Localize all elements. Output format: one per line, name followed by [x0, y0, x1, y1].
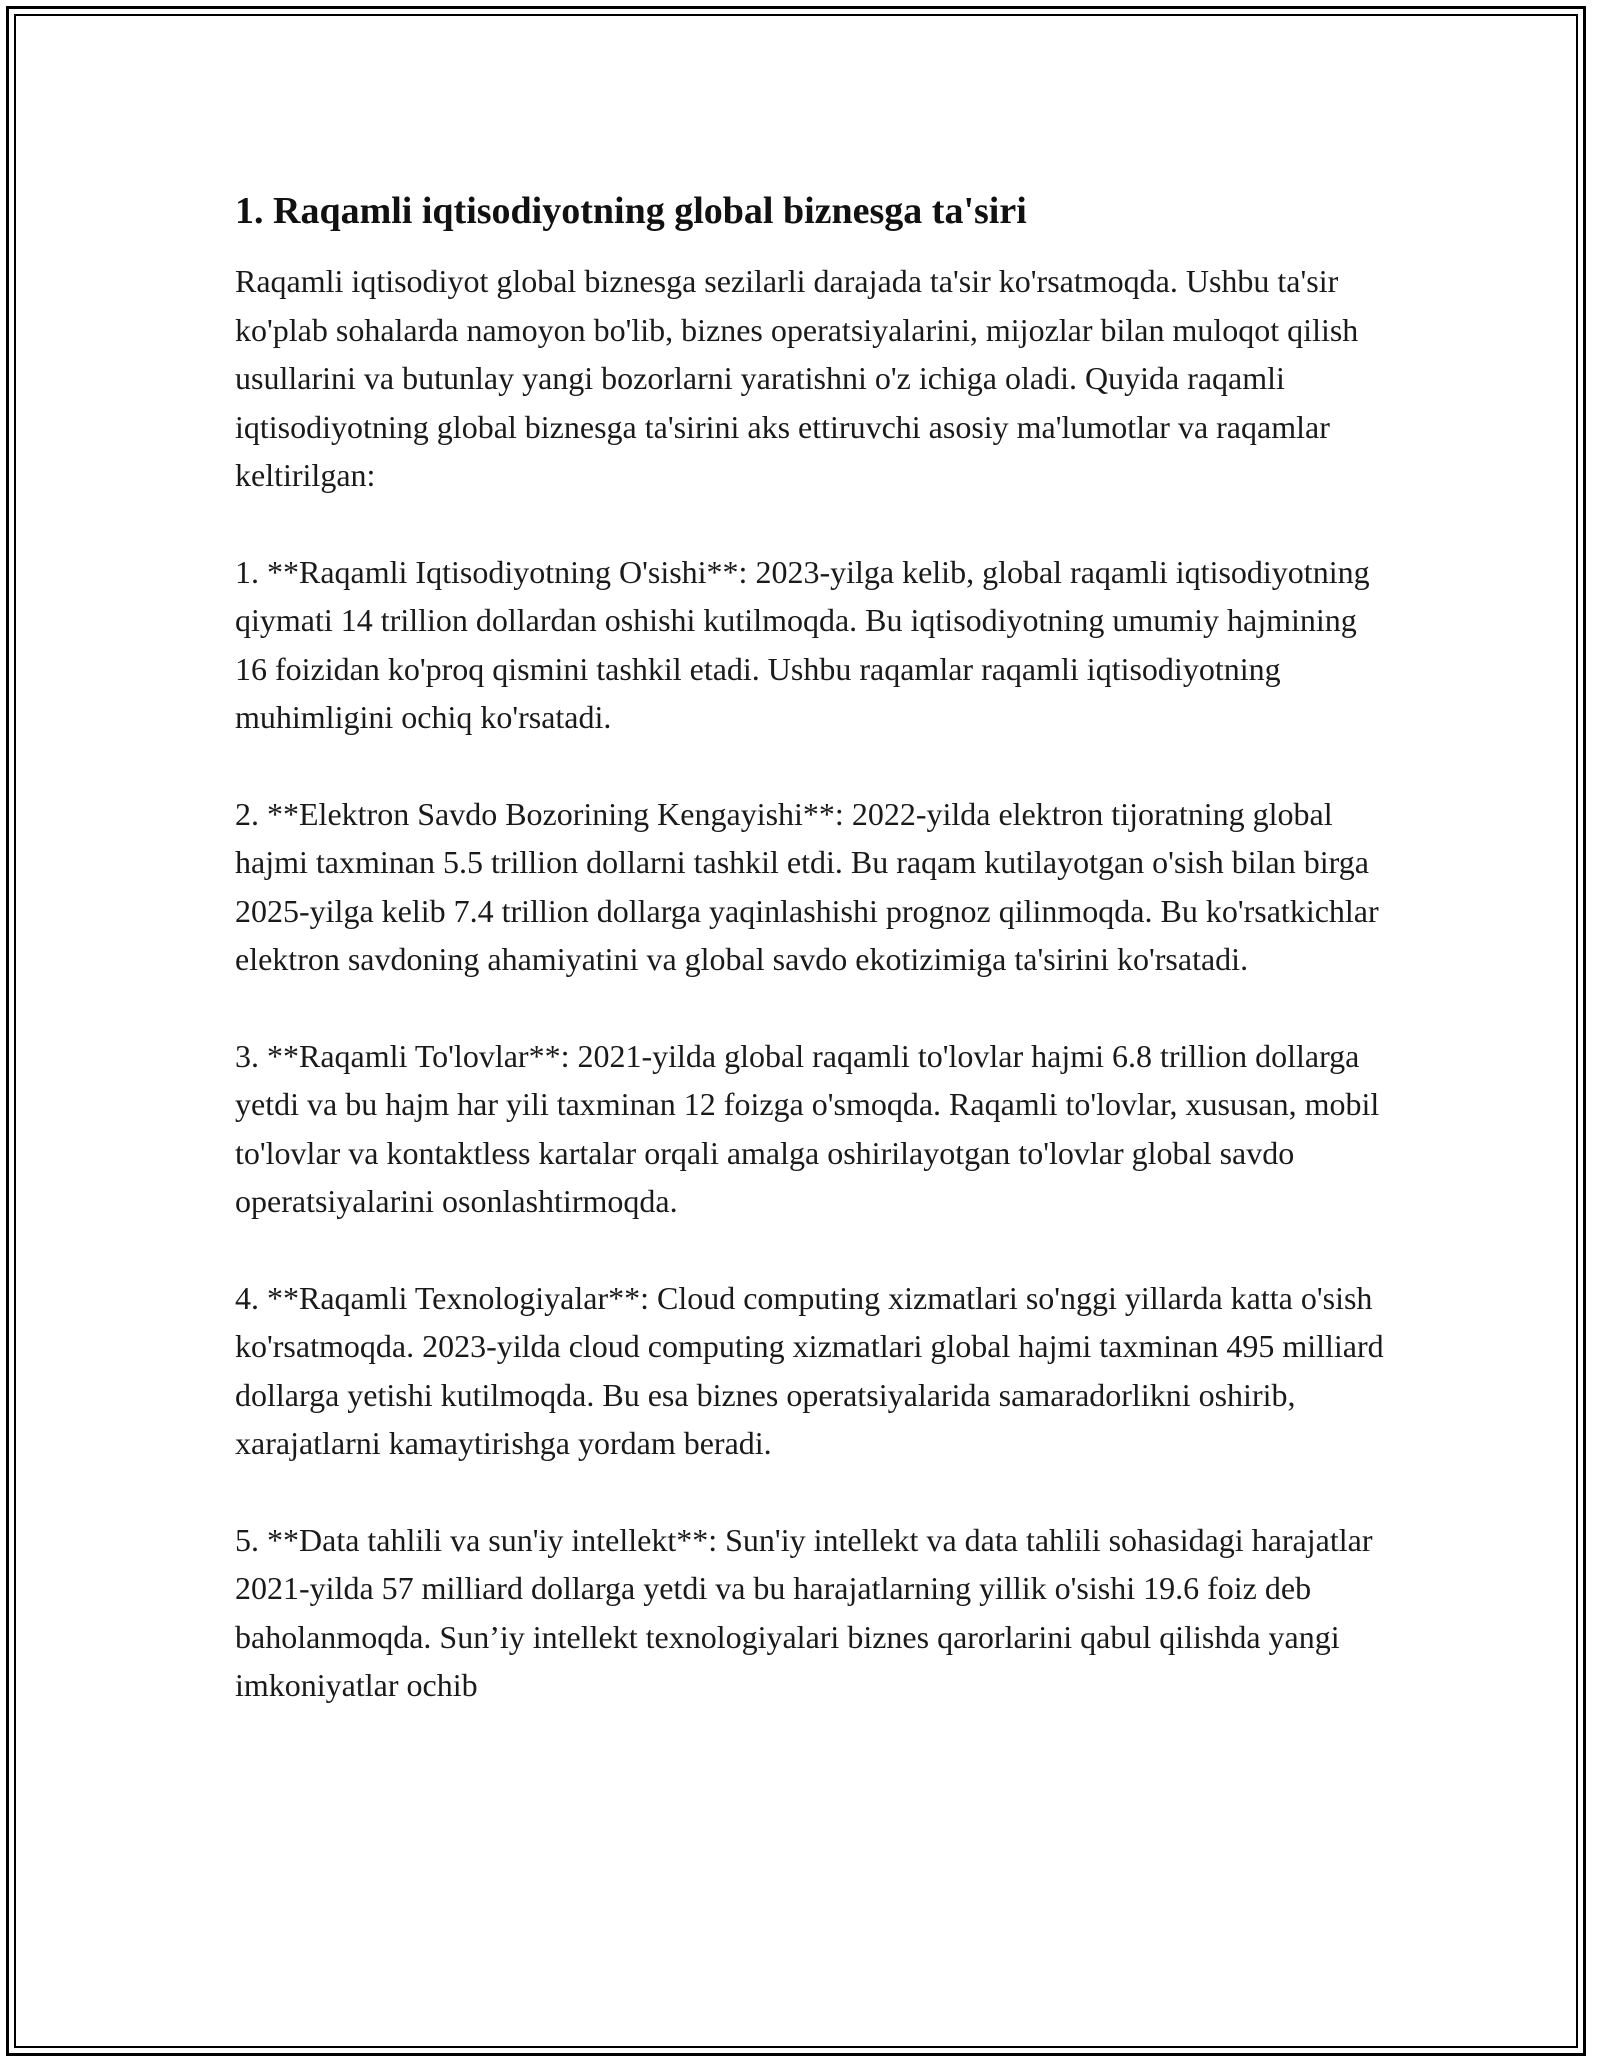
- list-item-digital-payments: 3. **Raqamli To'lovlar**: 2021-yilda global raqamli to'lovlar hajmi 6.8 trillion dollarga yetdi va bu hajm har yili taxminan 12 foizga o'smoqda. Raqamli to'lovlar, xususan, mobil to'lovlar va kontaktless kartalar orqali amalga oshirilayotgan to'lovlar global savdo operatsiyalarini osonlashtirmoqda.: [235, 1037, 1380, 1219]
- section-heading: 1. Raqamli iqtisodiyotning global biznesga ta'siri: [235, 190, 1027, 232]
- list-item-data-analytics-ai: 5. **Data tahlili va sun'iy intellekt**: Sun'iy intellekt va data tahlili sohasidagi harajatlar 2021-yilda 57 milliard dollarga yetdi va bu harajatlarning yillik o'sishi 19.6 foiz deb baholanmoqda. Sun’iy intellekt texnologiyalari biznes qarorlarini qabul qilishda yangi imkoniyatlar ochib: [235, 1521, 1373, 1703]
- list-item-digital-technologies: 4. **Raqamli Texnologiyalar**: Cloud computing xizmatlari so'nggi yillarda katta o'sish ko'rsatmoqda. 2023-yilda cloud computing xizmatlari global hajmi taxminan 495 milliard dollarga yetishi kutilmoqda. Bu esa biznes operatsiyalarida samaradorlikni oshirib, xarajatlarni kamaytirishga yordam beradi.: [235, 1279, 1384, 1461]
- intro-paragraph: Raqamli iqtisodiyot global biznesga sezilarli darajada ta'sir ko'rsatmoqda. Ushbu ta'sir ko'plab sohalarda namoyon bo'lib, biznes operatsiyalarini, mijozlar bilan muloqot qilish usullarini va butunlay yangi bozorlarni yaratishni o'z ichiga oladi. Quyida raqamli iqtisodiyotning global biznesga ta'sirini aks ettiruvchi asosiy ma'lumotlar va raqamlar keltirilgan:: [235, 263, 1359, 493]
- list-item-digital-economy-growth: 1. **Raqamli Iqtisodiyotning O'sishi**: 2023-yilga kelib, global raqamli iqtisodiyotning qiymati 14 trillion dollardan oshishi kutilmoqda. Bu iqtisodiyotning umumiy hajmining 16 foizidan ko'proq qismini tashkil etadi. Ushbu raqamlar raqamli iqtisodiyotning muhimligini ochiq ko'rsatadi.: [235, 553, 1370, 735]
- list-item-ecommerce-expansion: 2. **Elektron Savdo Bozorining Kengayishi**: 2022-yilda elektron tijoratning global hajmi taxminan 5.5 trillion dollarni tashkil etdi. Bu raqam kutilayotgan o'sish bilan birga 2025-yilga kelib 7.4 trillion dollarga yaqinlashishi prognoz qilinmoqda. Bu ko'rsatkichlar elektron savdoning ahamiyatini va global savdo ekotizimiga ta'sirini ko'rsatadi.: [235, 795, 1379, 977]
- document-body: [235, 185, 1385, 1758]
